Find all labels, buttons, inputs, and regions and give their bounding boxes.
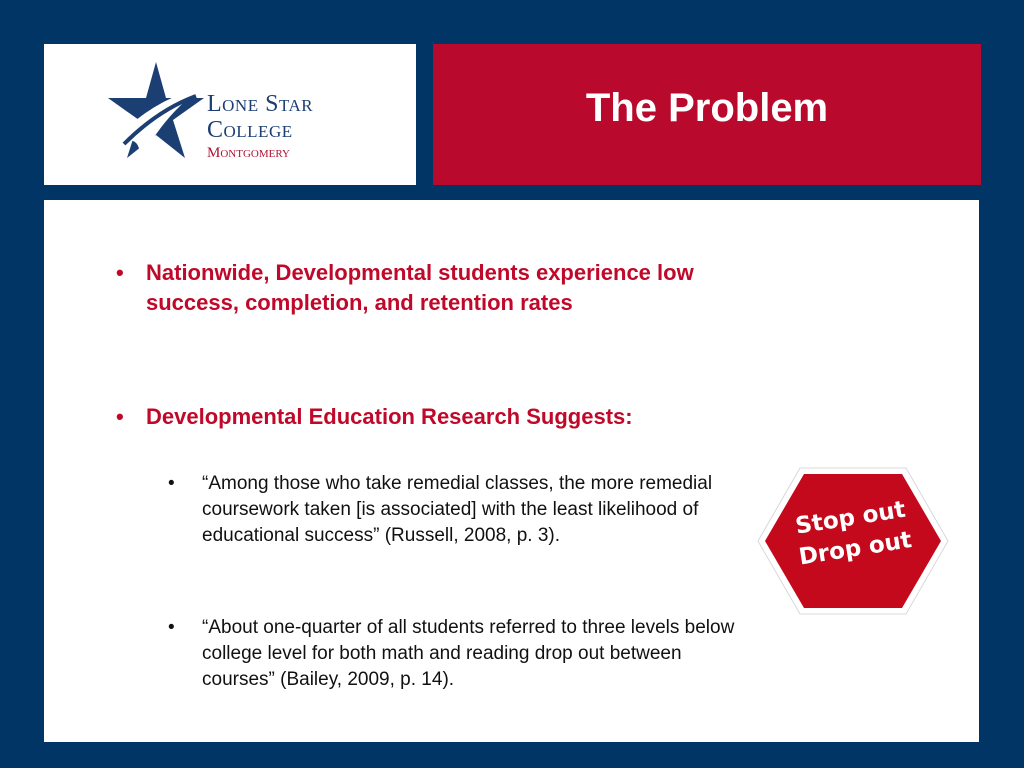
sub-bullet-item [168, 615, 742, 693]
bullet-marker: • [116, 404, 124, 429]
sub-bullet-text: “About one-quarter of all students referred to three levels below college level for both math and reading drop out between courses” (Bailey, 2009, p. 14). [202, 617, 735, 690]
bullet-text: Developmental Education Research Suggests: [146, 404, 633, 429]
sub-bullet-text: “Among those who take remedial classes, the more remedial coursework taken [is associated] with the least likelihood of educational success” (Russell, 2008, p. 3). [202, 473, 713, 546]
college-logo [44, 44, 416, 185]
logo-line-montgomery: Montgomery [207, 145, 291, 161]
sub-bullet-marker: • [168, 617, 175, 638]
logo-wordmark [207, 92, 313, 161]
stop-sign [755, 465, 951, 617]
logo-line-college: College [207, 117, 293, 143]
sub-bullet-marker: • [168, 473, 175, 494]
bullet-text: Nationwide, Developmental students experience low success, completion, and retention rates [146, 260, 694, 315]
sign-line-stop-out: Stop out [793, 496, 908, 540]
bullet-marker: • [116, 260, 124, 285]
slide-title: The Problem [585, 86, 829, 130]
bullet-item [116, 258, 706, 318]
sign-line-drop-out: Drop out [797, 527, 914, 571]
bullet-item [116, 402, 766, 432]
star-logo-icon [106, 58, 206, 173]
logo-line-lone-star: Lone Star [207, 91, 314, 117]
sub-bullet-item [168, 471, 742, 549]
